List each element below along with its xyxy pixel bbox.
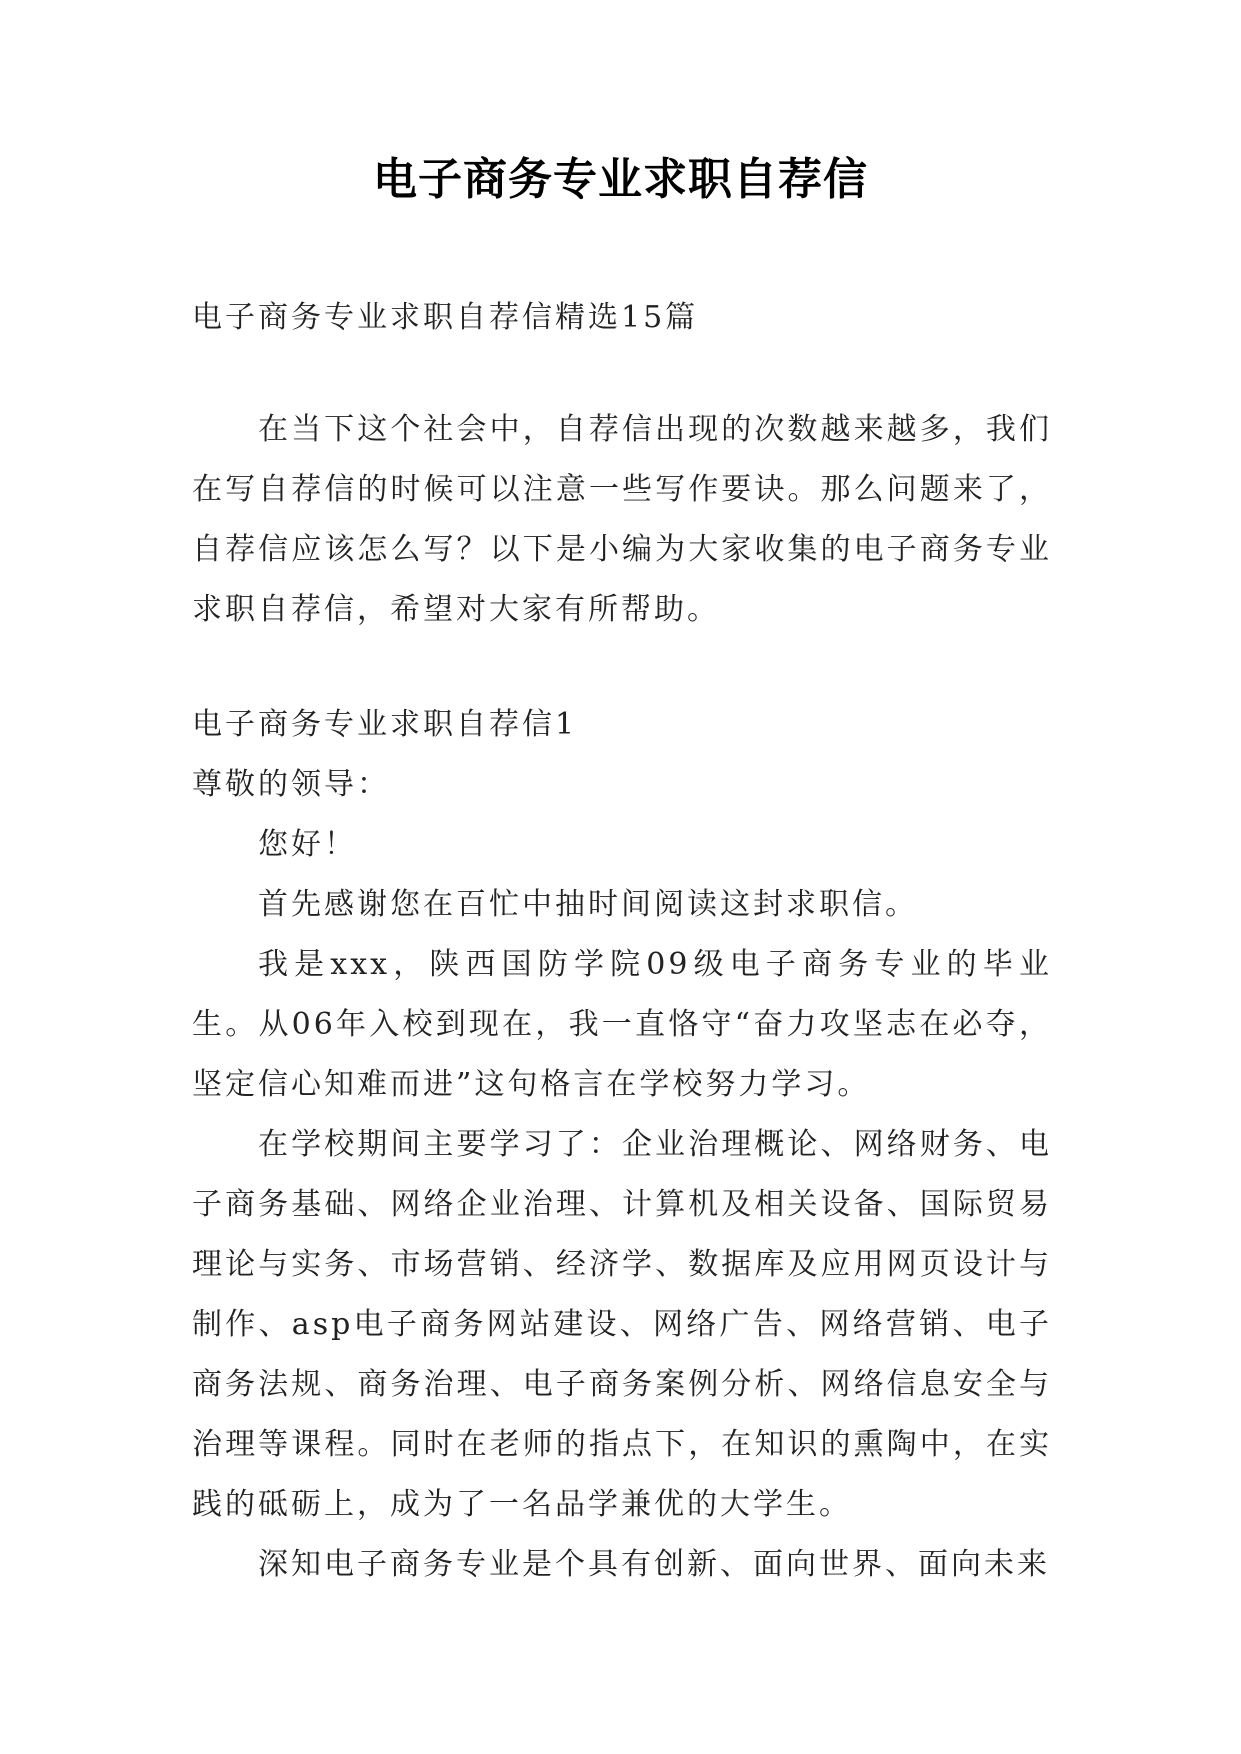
letter-paragraph: 深知电子商务专业是个具有创新、面向世界、面向未来 xyxy=(258,1547,1050,1582)
letter-salutation: 尊敬的领导： xyxy=(192,767,390,802)
document-title: 电子商务专业求职自荐信 xyxy=(373,154,868,205)
document-subtitle: 电子商务专业求职自荐信精选15篇 xyxy=(192,300,699,335)
letter-paragraph: 在学校期间主要学习了：企业治理概论、网络财务、电子商务基础、网络企业治理、计算机及相关设备、国际贸易理论与实务、市场营销、经济学、数据库及应用网页设计与制作、asp电子商务网站建设、网络广告、网络营销、电子商务法规、商务治理、电子商务案例分析、网络信息安全与治理等课程。同时在老师的指点下，在知识的熏陶中，在实践的砥砺上，成为了一名品学兼优的大学生。 xyxy=(192,1127,1052,1522)
letter-paragraph: 我是xxx，陕西国防学院09级电子商务专业的毕业生。从06年入校到现在，我一直恪守“奋力攻坚志在必夺，坚定信心知难而进”这句格言在学校努力学习。 xyxy=(192,947,1052,1102)
letter-section xyxy=(192,695,1052,1595)
letter-greeting: 您好！ xyxy=(258,827,357,862)
letter-heading: 电子商务专业求职自荐信1 xyxy=(192,707,578,742)
letter-paragraph: 首先感谢您在百忙中抽时间阅读这封求职信。 xyxy=(258,887,918,922)
intro-section xyxy=(192,400,1052,640)
intro-paragraph: 在当下这个社会中，自荐信出现的次数越来越多，我们在写自荐信的时候可以注意一些写作要诀。那么问题来了，自荐信应该怎么写？以下是小编为大家收集的电子商务专业求职自荐信，希望对大家有所帮助。 xyxy=(192,412,1052,627)
